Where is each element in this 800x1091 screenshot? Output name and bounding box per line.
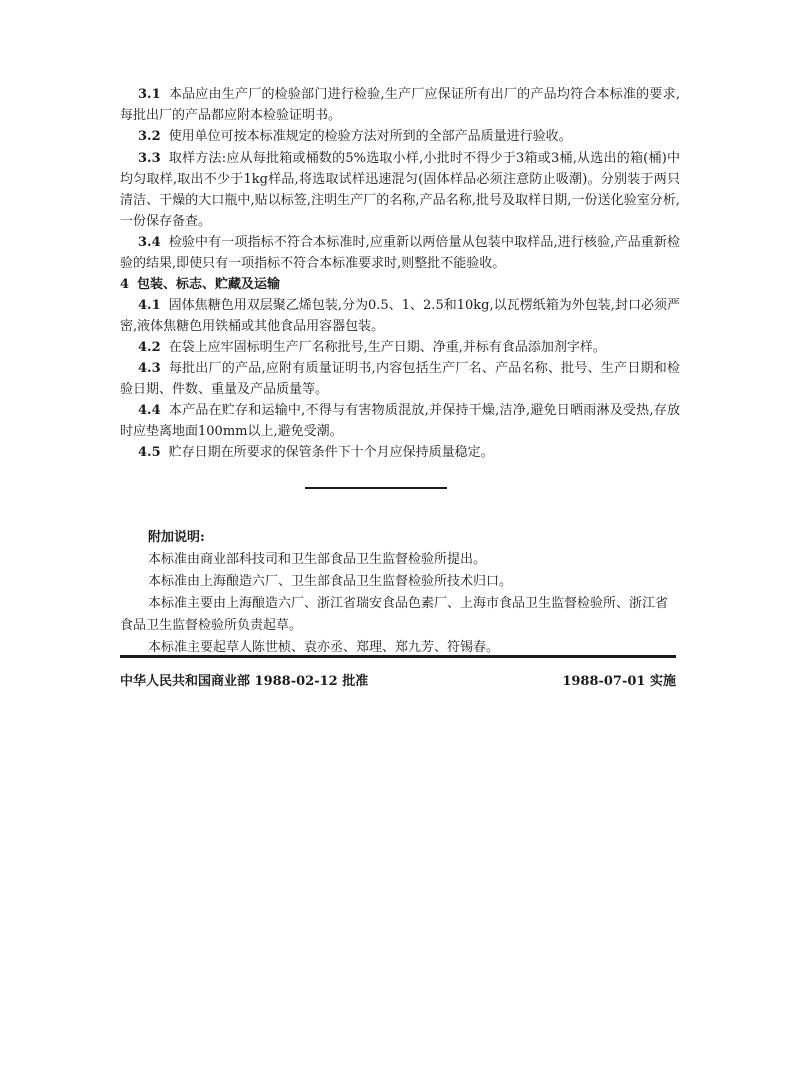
section-number: 4.5 [138, 445, 161, 460]
section-number: 3.1 [138, 87, 161, 102]
section-text: 贮存日期在所要求的保管条件下十个月应保持质量稳定。 [168, 445, 494, 460]
section-text: 本产品在贮存和运输中,不得与有害物质混放,并保持干燥,洁净,避免日晒雨淋及受热,存放时应垫离地面100mm以上,避免受潮。 [120, 403, 680, 439]
heading-text: 包装、标志、贮藏及运输 [137, 277, 281, 292]
section-4-5 [120, 442, 680, 463]
heading-4 [120, 274, 680, 295]
section-text: 固体焦糖色用双层聚乙烯包装,分为0.5、1、2.5和10kg,以瓦楞纸箱为外包装,封口必须严密,液体焦糖色用铁桶或其他食品用容器包装。 [120, 298, 680, 334]
section-4-3 [120, 358, 680, 400]
footer [120, 670, 676, 689]
approval-date: 中华人民共和国商业部 1988-02-12 批准 [120, 674, 369, 689]
section-number: 3.3 [138, 151, 161, 166]
footer-rule [120, 655, 676, 658]
section-number: 3.2 [138, 129, 161, 144]
note-line-4: 本标准主要起草人陈世桢、袁亦丞、郑理、郑九芳、符锡春。 [148, 640, 500, 655]
section-3-2 [120, 126, 680, 147]
effective-date: 1988-07-01 实施 [562, 674, 676, 689]
section-number: 3.4 [138, 235, 161, 250]
section-4-1 [120, 295, 680, 337]
note-line-1: 本标准由商业部科技司和卫生部食品卫生监督检验所提出。 [148, 552, 487, 567]
section-text: 使用单位可按本标准规定的检验方法对所到的全部产品质量进行验收。 [168, 129, 572, 144]
section-number: 4.1 [138, 298, 161, 313]
note-line-2: 本标准由上海酿造六厂、卫生部食品卫生监督检验所技术归口。 [148, 574, 513, 589]
section-text: 在袋上应牢固标明生产厂名称批号,生产日期、净重,并标有食品添加剂字样。 [168, 340, 606, 355]
section-divider [305, 487, 447, 489]
section-number: 4.2 [138, 340, 161, 355]
notes-title: 附加说明: [148, 530, 205, 545]
section-3-4 [120, 232, 680, 274]
section-text: 检验中有一项指标不符合本标准时,应重新以两倍量从包装中取样品,进行核验,产品重新检验的结果,即使只有一项指标不符合本标准要求时,则整批不能验收。 [120, 235, 680, 271]
section-text: 取样方法:应从每批箱或桶数的5%选取小样,小批时不得少于3箱或3桶,从选出的箱(桶)中均匀取样,取出不少于1kg样品,将选取试样迅速混匀(固体样品必须注意防止吸潮)。分别装于两只清洁、干燥的大口瓶中,贴以标签,注明生产厂的名称,产品名称,批号及取样日期,一份送化验室分析,一份保存备查。 [120, 151, 680, 229]
heading-number: 4 [120, 277, 130, 292]
note-line-3: 本标准主要由上海酿造六厂、浙江省瑞安食品色素厂、上海市食品卫生监督检验所、浙江省食品卫生监督检验所负责起草。 [120, 596, 669, 633]
section-4-2 [120, 337, 680, 358]
section-number: 4.3 [138, 361, 161, 376]
section-3-1 [120, 84, 680, 126]
section-text: 每批出厂的产品,应附有质量证明书,内容包括生产厂名、产品名称、批号、生产日期和检验日期、件数、重量及产品质量等。 [120, 361, 680, 397]
section-4-4 [120, 400, 680, 442]
section-text: 本品应由生产厂的检验部门进行检验,生产厂应保证所有出厂的产品均符合本标准的要求,每批出厂的产品都应附本检验证明书。 [120, 87, 680, 123]
section-3-3 [120, 148, 680, 232]
section-number: 4.4 [138, 403, 161, 418]
